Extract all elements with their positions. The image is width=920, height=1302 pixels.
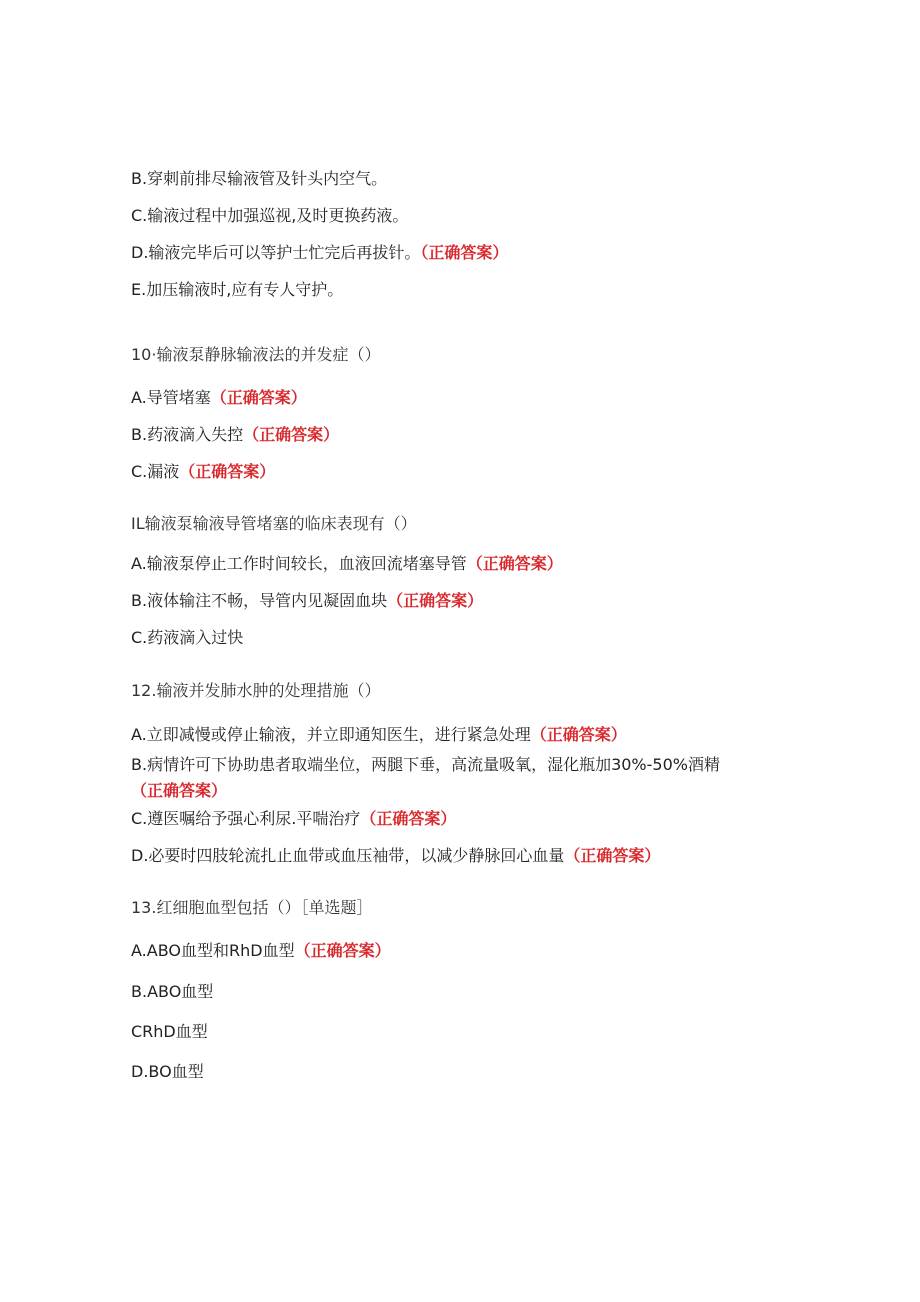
- option-text: C.输液过程中加强巡视,及时更换药液。: [131, 206, 409, 225]
- option-text: A.ABO血型和RhD血型: [131, 941, 295, 960]
- q13-option-c: [131, 1022, 208, 1042]
- q11-option-b: [131, 591, 483, 611]
- option-text: C.药液滴入过快: [131, 628, 244, 647]
- option-text: A.立即减慢或停止输液，并立即通知医生，进行紧急处理: [131, 725, 531, 744]
- question-text: 10·输液泵静脉输液法的并发症（）: [131, 345, 381, 364]
- q13-option-a: [131, 941, 391, 961]
- option-text: CRhD血型: [131, 1022, 208, 1041]
- q13-option-d: [131, 1062, 204, 1082]
- q12-question: [131, 681, 380, 701]
- option-text: B.药液滴入失控: [131, 425, 244, 444]
- q13-question: [131, 898, 372, 918]
- question-text: 12.输液并发肺水肿的处理措施（）: [131, 681, 381, 700]
- option-text: D.必要时四肢轮流扎止血带或血压袖带，以减少静脉回心血量: [131, 846, 565, 865]
- correct-answer-mark: （正确答案）: [564, 846, 661, 865]
- q11-question: [131, 514, 417, 534]
- option-text: B.病情许可下协助患者取端坐位，两腿下垂，高流量吸氧，湿化瓶加30%-50%酒精: [131, 755, 720, 774]
- option-text: B.穿刺前排尽输液管及针头内空气。: [131, 169, 388, 188]
- option-text: B.ABO血型: [131, 982, 214, 1001]
- correct-answer-mark: （正确答案）: [360, 809, 457, 828]
- correct-answer-mark: （正确答案）: [243, 425, 340, 444]
- correct-answer-mark: （正确答案）: [420, 243, 509, 262]
- q10-option-b: [131, 425, 339, 445]
- q12-option-b: [131, 752, 771, 804]
- q11-option-c: [131, 628, 243, 648]
- correct-answer-mark: （正确答案）: [466, 554, 563, 573]
- option-text: B.液体输注不畅，导管内见凝固血块: [131, 591, 388, 610]
- option-text: E.加压输液时,应有专人守护。: [131, 280, 344, 299]
- correct-answer-mark: （正确答案）: [179, 462, 276, 481]
- option-text: A.导管堵塞: [131, 388, 211, 407]
- q12-option-a: [131, 725, 627, 745]
- q12-option-d: [131, 846, 660, 866]
- q11-option-a: [131, 554, 563, 574]
- q10-option-c: [131, 462, 275, 482]
- correct-answer-mark: （正确答案）: [530, 725, 627, 744]
- question-text: IL输液泵输液导管堵塞的临床表现有（）: [131, 514, 417, 533]
- option-text: D.BO血型: [131, 1062, 204, 1081]
- correct-answer-mark: （正确答案）: [131, 781, 228, 800]
- q9-option-b: [131, 169, 387, 189]
- correct-answer-mark: （正确答案）: [210, 388, 307, 407]
- q9-option-d: [131, 243, 508, 263]
- option-text: D.输液完毕后可以等护士忙完后再拔针。: [131, 243, 421, 262]
- option-text: A.输液泵停止工作时间较长，血液回流堵塞导管: [131, 554, 467, 573]
- q13-option-b: [131, 982, 213, 1002]
- option-text: C.漏液: [131, 462, 180, 481]
- question-text: 13.红细胞血型包括（）［单选题］: [131, 898, 373, 917]
- q9-option-e: [131, 280, 343, 300]
- q9-option-c: [131, 206, 408, 226]
- q10-option-a: [131, 388, 307, 408]
- correct-answer-mark: （正确答案）: [387, 591, 484, 610]
- correct-answer-mark: （正确答案）: [294, 941, 391, 960]
- option-text: C.遵医嘱给予强心利尿.平喘治疗: [131, 809, 361, 828]
- q10-question: [131, 345, 380, 365]
- q12-option-c: [131, 809, 456, 829]
